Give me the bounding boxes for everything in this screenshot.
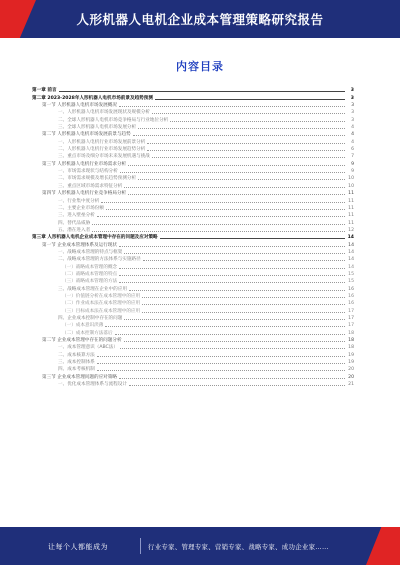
toc-entry-text: （三）战略成本管理的方法 [62,279,118,285]
toc-entry-page: 14 [348,249,354,255]
toc-entry-page: 14 [348,242,354,248]
toc-leader-dots [119,268,345,269]
toc-leader-dots [119,282,345,283]
toc-leader-dots [142,312,345,313]
toc-entry-text: 第一节 企业成本管理体系及运行现状 [42,242,117,248]
toc-entry[interactable] [32,137,354,144]
toc-entry[interactable] [32,115,354,122]
toc-entry-text: （一）战略成本管理的概念 [62,264,118,270]
toc-leader-dots [119,106,345,107]
toc-entry[interactable] [32,255,354,262]
toc-entry[interactable] [32,343,354,350]
toc-leader-dots [129,385,345,386]
toc-entry-page: 9 [351,161,354,167]
toc-leader-dots [119,275,345,276]
toc-entry-text: （二）成本控制方法落后 [62,330,113,336]
report-footer [0,527,400,565]
toc-entry[interactable] [32,196,354,203]
toc-entry[interactable] [32,211,354,218]
report-header [0,0,400,38]
toc-entry-page: 18 [348,338,354,344]
toc-entry-text: 第三章 人形机器人电机企业成本管理中存在的问题及应对策略 [32,235,158,241]
toc-entry-text: （一）成本意识淡薄 [62,323,104,329]
toc-leader-dots [115,334,345,335]
toc-leader-dots [160,238,345,239]
toc-entry[interactable] [32,226,354,233]
toc-entry-text: 一、优化成本管理体系与流程设计 [58,382,127,388]
toc-entry[interactable] [32,365,354,372]
toc-entry-text: 三、全球人形机器人电机市场发展分析 [58,125,137,131]
toc-entry-page: 11 [348,205,354,211]
footer-divider [140,538,141,554]
toc-entry-text: 四、成本考核机制 [58,367,95,373]
toc-leader-dots [124,253,345,254]
toc-entry[interactable] [32,123,354,130]
toc-entry-page: 20 [348,367,354,373]
toc-entry-page: 4 [351,132,354,138]
toc-leader-dots [97,363,345,364]
toc-entry-page: 10 [348,176,354,182]
toc-leader-dots [92,224,345,225]
toc-entry-page: 11 [348,220,354,226]
toc-entry[interactable] [32,233,354,240]
toc-leader-dots [105,326,345,327]
toc-entry-page: 17 [348,323,354,329]
toc-entry[interactable] [32,321,354,328]
toc-entry[interactable] [32,380,354,387]
toc-leader-dots [142,297,345,298]
footer-tagline: 行业专家、管理专家、营销专家、战略专家、成功企业家…… [148,543,329,551]
toc-entry-text: 第二节 企业成本管理中存在的问题分析 [42,338,122,344]
toc-entry[interactable] [32,314,354,321]
toc-entry-text: 一、人形机器人电机市场发展现状及规模分析 [58,110,150,116]
toc-entry-page: 16 [348,293,354,299]
toc-entry[interactable] [32,101,354,108]
toc-entry-text: 一、人形机器人电机行业市场发展前景分析 [58,139,146,145]
header-red-accent [0,0,36,38]
toc-leader-dots [119,246,345,247]
toc-entry-page: 17 [348,308,354,314]
toc-entry[interactable] [32,204,354,211]
toc-entry-text: 三、战略成本管理在企业中的应用 [58,286,127,292]
toc-entry-page: 21 [348,382,354,388]
toc-leader-dots [133,135,345,136]
toc-leader-dots [124,319,345,320]
toc-entry-text: 第一节 人形机器人电机市场发展概况 [42,103,117,109]
toc-leader-dots [147,143,345,144]
toc-entry-text: （三）目标成本法在成本管理中的应用 [62,308,141,314]
toc-leader-dots [119,378,345,379]
toc-leader-dots [92,231,345,232]
toc-leader-dots [59,91,345,92]
toc-entry-text: 二、全球人形机器人电机市场竞争格局与行业地位分析 [58,117,169,123]
toc-entry-page: 15 [348,279,354,285]
toc-entry-page: 4 [351,139,354,145]
toc-entry-page: 19 [348,360,354,366]
toc-entry-page: 6 [351,147,354,153]
toc-entry-page: 14 [347,235,354,241]
toc-entry[interactable] [32,93,354,100]
toc-entry[interactable] [32,145,354,152]
toc-entry-page: 11 [348,191,354,197]
toc-entry[interactable] [32,248,354,255]
toc-entry[interactable] [32,167,354,174]
toc-entry-page: 19 [348,352,354,358]
toc-entry-text: 三、成本控制体系 [58,360,95,366]
toc-entry-text: 四、企业成本控制中存在的问题 [58,316,123,321]
toc-entry[interactable] [32,130,354,137]
toc-entry-text: 一、成本管理意识（ABC法） [58,345,118,351]
toc-entry-text: 一、行业集中度分析 [58,198,100,204]
toc-entry-page: 3 [351,103,354,109]
toc-leader-dots [120,172,345,173]
toc-entry[interactable] [32,240,354,247]
toc-entry-page: 9 [351,169,354,175]
toc-entry-page: 10 [348,183,354,189]
toc-entry-text: 二、战略成本管理的方法体系与实施路径 [58,257,141,263]
toc-leader-dots [138,179,345,180]
toc-entry-text: 四、替代品威胁 [58,220,91,226]
toc-entry[interactable] [32,152,354,159]
toc-leader-dots [124,341,345,342]
toc-leader-dots [170,121,345,122]
toc-entry[interactable] [32,159,354,166]
toc-entry-page: 3 [350,88,354,94]
toc-entry-page: 14 [348,264,354,270]
table-of-contents [32,86,354,387]
toc-leader-dots [106,209,345,210]
toc-entry[interactable] [32,372,354,379]
toc-entry[interactable] [32,262,354,269]
toc-entry-page: 3 [351,110,354,116]
toc-entry[interactable] [32,336,354,343]
toc-entry[interactable] [32,189,354,196]
toc-entry-page: 12 [348,227,354,233]
toc-leader-dots [129,290,345,291]
toc-leader-dots [97,370,345,371]
toc-entry-text: 二、人形机器人电机行业市场发展趋势分析 [58,147,146,153]
toc-entry-text: 一、市场需求现状与结构分析 [58,169,118,175]
toc-entry[interactable] [32,181,354,188]
toc-entry[interactable] [32,270,354,277]
toc-leader-dots [152,113,345,114]
toc-entry-page: 16 [348,301,354,307]
toc-leader-dots [152,157,345,158]
toc-entry-text: 第四节 人形机器人电机行业竞争格局分析 [42,191,127,197]
toc-entry[interactable] [32,86,354,93]
toc-entry[interactable] [32,306,354,313]
toc-entry-text: 二、市场需求规模及增长趋势预测分析 [58,176,137,182]
toc-entry-text: 第一章 前言 [32,88,57,94]
toc-entry-page: 11 [348,213,354,219]
toc-entry-page: 20 [348,374,354,380]
toc-entry-text: 五、潜在进入者 [58,227,91,233]
toc-leader-dots [143,260,345,261]
toc-leader-dots [147,150,345,151]
toc-leader-dots [155,99,345,100]
toc-entry[interactable] [32,284,354,291]
toc-entry-text: 一、战略成本管理的特点与框架 [58,249,123,255]
toc-entry[interactable] [32,277,354,284]
toc-entry[interactable] [32,292,354,299]
toc-leader-dots [128,165,345,166]
toc-entry[interactable] [32,174,354,181]
toc-leader-dots [120,348,345,349]
toc-leader-dots [97,356,345,357]
toc-entry-page: 4 [351,125,354,131]
toc-entry-page: 15 [348,271,354,277]
toc-entry-text: 三、重点区域市场需求特征分析 [58,183,123,189]
toc-entry-text: 第三节 企业成本管理问题的应对策略 [42,374,117,380]
toc-entry-page: 7 [351,154,354,160]
footer-red-accent [366,527,400,565]
toc-leader-dots [97,216,345,217]
toc-entry-text: 三、进入壁垒分析 [58,213,95,219]
footer-slogan: 让每个人都能成为 [48,543,108,551]
toc-entry[interactable] [32,358,354,365]
toc-entry-text: 二、主要企业市场份额 [58,205,104,211]
toc-entry-page: 3 [350,95,354,101]
toc-entry-text: 第三节 人形机器人电机行业市场需求分析 [42,161,127,167]
toc-entry-text: 三、重点市场及细分市场未来发展机遇与挑战 [58,154,150,160]
toc-entry-text: （二）战略成本管理的特点 [62,271,118,277]
toc-title: 内容目录 [176,60,224,73]
toc-entry[interactable] [32,218,354,225]
toc-entry-page: 17 [348,316,354,321]
toc-entry-text: 二、成本核算方法 [58,352,95,358]
toc-entry-page: 3 [351,117,354,123]
toc-leader-dots [124,187,345,188]
toc-leader-dots [128,194,345,195]
toc-entry[interactable] [32,299,354,306]
report-title: 人形机器人电机企业成本管理策略研究报告 [76,12,324,27]
toc-entry-text: 第二章 2023-2028年人形机器人电机市场前景及趋势预测 [32,95,153,101]
toc-entry-page: 18 [348,345,354,351]
toc-entry-page: 14 [348,257,354,263]
toc-entry-text: （一）价值链分析在成本管理中的应用 [62,293,141,299]
toc-leader-dots [138,128,345,129]
toc-entry-page: 16 [348,286,354,292]
toc-leader-dots [101,202,345,203]
toc-entry[interactable] [32,350,354,357]
toc-entry-page: 11 [348,198,354,204]
toc-entry-page: 18 [348,330,354,336]
toc-entry-text: 第二节 人形机器人电机市场发展前景与趋势 [42,132,131,138]
toc-entry-text: （二）作业成本法在成本管理中的应用 [62,301,141,307]
toc-entry[interactable] [32,328,354,335]
toc-leader-dots [142,304,345,305]
toc-entry[interactable] [32,108,354,115]
